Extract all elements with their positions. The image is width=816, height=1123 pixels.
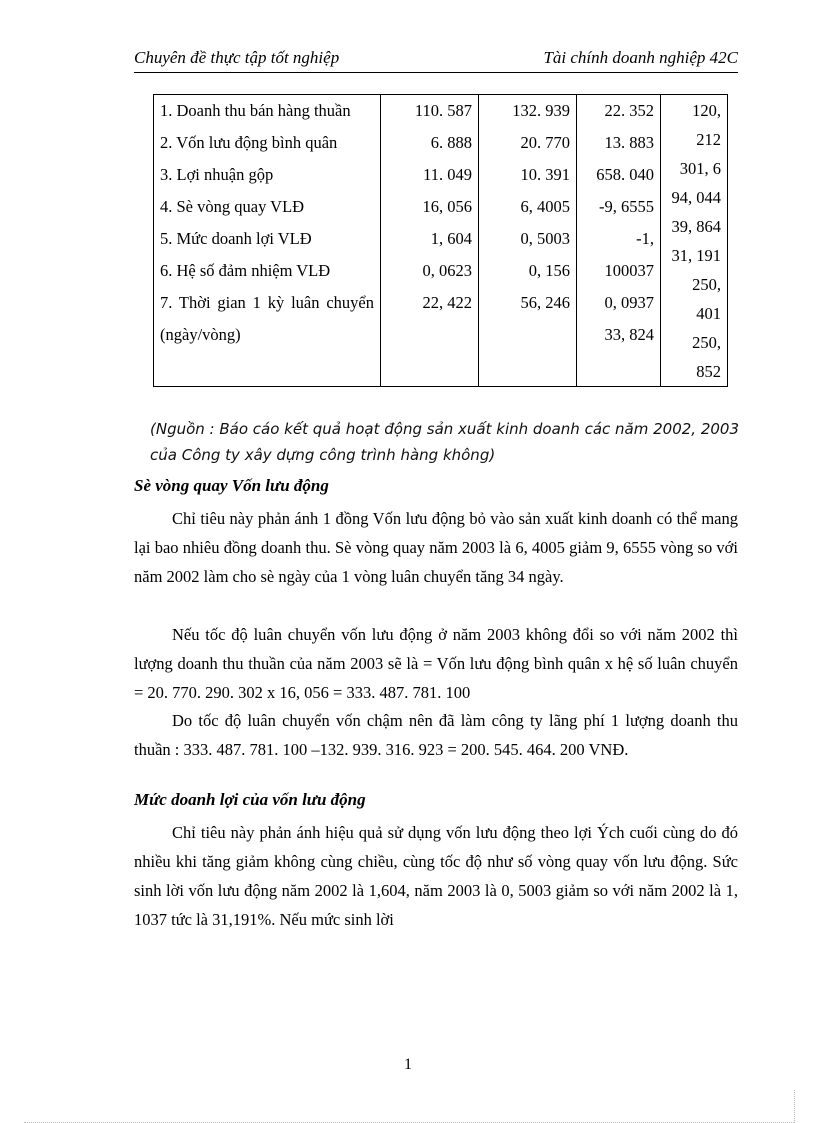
page-number: 1 (404, 1056, 412, 1073)
table-cell: 31, 191 (671, 246, 721, 265)
table-label-column (154, 95, 381, 387)
table-label: 4. Sè vòng quay VLĐ (160, 197, 305, 216)
paragraph (134, 504, 738, 591)
table-cell: 94, 044 (671, 188, 721, 207)
table-label: 7. Thời gian 1 kỳ luân chuyển (ngày/vòng) (160, 293, 374, 344)
table-cell: 212 (696, 130, 721, 149)
table-cell: 10. 391 (520, 165, 570, 184)
table-cell: 658. 040 (596, 165, 654, 184)
table-cell: 13. 883 (604, 133, 654, 152)
table-column-2002 (381, 95, 479, 387)
page-edge-divider-vertical (794, 1090, 795, 1123)
table-column-difference (577, 95, 661, 387)
paragraph (134, 818, 738, 934)
table-cell: 852 (696, 362, 721, 381)
table-label: 5. Mức doanh lợi VLĐ (160, 229, 312, 248)
table-cell: 0, 156 (528, 261, 570, 280)
paragraph (134, 620, 738, 707)
table-column-2003 (479, 95, 577, 387)
table-label: 2. Vốn lưu động bình quân (160, 133, 338, 152)
table-cell: 56, 246 (520, 293, 570, 312)
table-cell: 39, 864 (671, 217, 721, 236)
table-column-percent (661, 95, 728, 387)
table-cell: 1, 604 (430, 229, 472, 248)
table-cell: 33, 824 (604, 325, 654, 344)
table-cell: -9, 6555 (599, 197, 654, 216)
table-label: 3. Lợi nhuận gộp (160, 165, 274, 184)
table-label: 6. Hệ số đảm nhiệm VLĐ (160, 261, 331, 280)
table-cell: 20. 770 (520, 133, 570, 152)
paragraph-text: Chỉ tiêu này phản ánh 1 đồng Vốn lưu động bỏ vào sản xuất kinh doanh có thể mang lại bao nhiêu đồng doanh thu. Sè vòng quay năm 2003 là 6, 4005 giảm 9, 6555 vòng so với năm 2002 làm cho sè ngày của 1 vòng luân chuyển tăng 34 ngày. (134, 509, 738, 586)
table-cell: 250, (692, 333, 721, 352)
table-cell: 301, 6 (679, 159, 721, 178)
table-cell: 22. 352 (604, 101, 654, 120)
header-left-text: Chuyên đề thực tập tốt nghiệp (134, 48, 340, 67)
table-cell: 132. 939 (512, 101, 570, 120)
paragraph-text: Chỉ tiêu này phản ánh hiệu quả sử dụng vốn lưu động theo lợi Ých cuối cùng do đó nhiều khi tăng giảm không cùng chiều, cùng tốc độ như số vòng quay vốn lưu động. Sức sinh lời vốn lưu động năm 2002 là 1,604, năm 2003 là 0, 5003 giảm so với năm 2002 là 1, 1037 tức là 31,191%. Nếu mức sinh lời (134, 823, 738, 929)
table-cell: 120, (692, 101, 721, 120)
table-cell: 6, 4005 (520, 197, 570, 216)
paragraph-text: Do tốc độ luân chuyển vốn chậm nên đã làm công ty lãng phí 1 lượng doanh thu thuần : 333. 487. 781. 100 –132. 939. 316. 923 = 200. 545. 464. 200 VNĐ. (134, 711, 738, 759)
header-right-text: Tài chính doanh nghiệp 42C (543, 48, 738, 67)
paragraph-text: Nếu tốc độ luân chuyển vốn lưu động ở năm 2003 không đổi so với năm 2002 thì lượng doanh thu thuần của năm 2003 sẽ là = Vốn lưu động bình quân x hệ số luân chuyển = 20. 770. 290. 302 x 16, 056 = 333. 487. 781. 100 (134, 625, 738, 702)
table-cell: 22, 422 (422, 293, 472, 312)
table-cell: 11. 049 (423, 165, 472, 184)
table-cell: 0, 0623 (422, 261, 472, 280)
table-cell: 110. 587 (414, 101, 472, 120)
table-label: 1. Doanh thu bán hàng thuần (160, 101, 351, 120)
section-heading-profitability: Mức doanh lợi của vốn lưu động (134, 790, 366, 809)
page-header (134, 48, 738, 73)
table-cell: -1, (636, 229, 654, 248)
financial-indicators-table (153, 94, 728, 387)
table-cell: 0, 0937 (604, 293, 654, 312)
paragraph (134, 706, 738, 764)
table-cell: 100037 (604, 261, 654, 280)
table-source-note: (Nguồn : Báo cáo kết quả hoạt động sản xuất kinh doanh các năm 2002, 2003 của Công ty xây dựng công trình hàng không) (150, 420, 739, 464)
section-heading-turnover: Sè vòng quay Vốn lưu động (134, 476, 329, 495)
table-cell: 250, (692, 275, 721, 294)
table-cell: 401 (696, 304, 721, 323)
table-cell: 16, 056 (422, 197, 472, 216)
table-cell: 0, 5003 (520, 229, 570, 248)
table-cell: 6. 888 (430, 133, 472, 152)
